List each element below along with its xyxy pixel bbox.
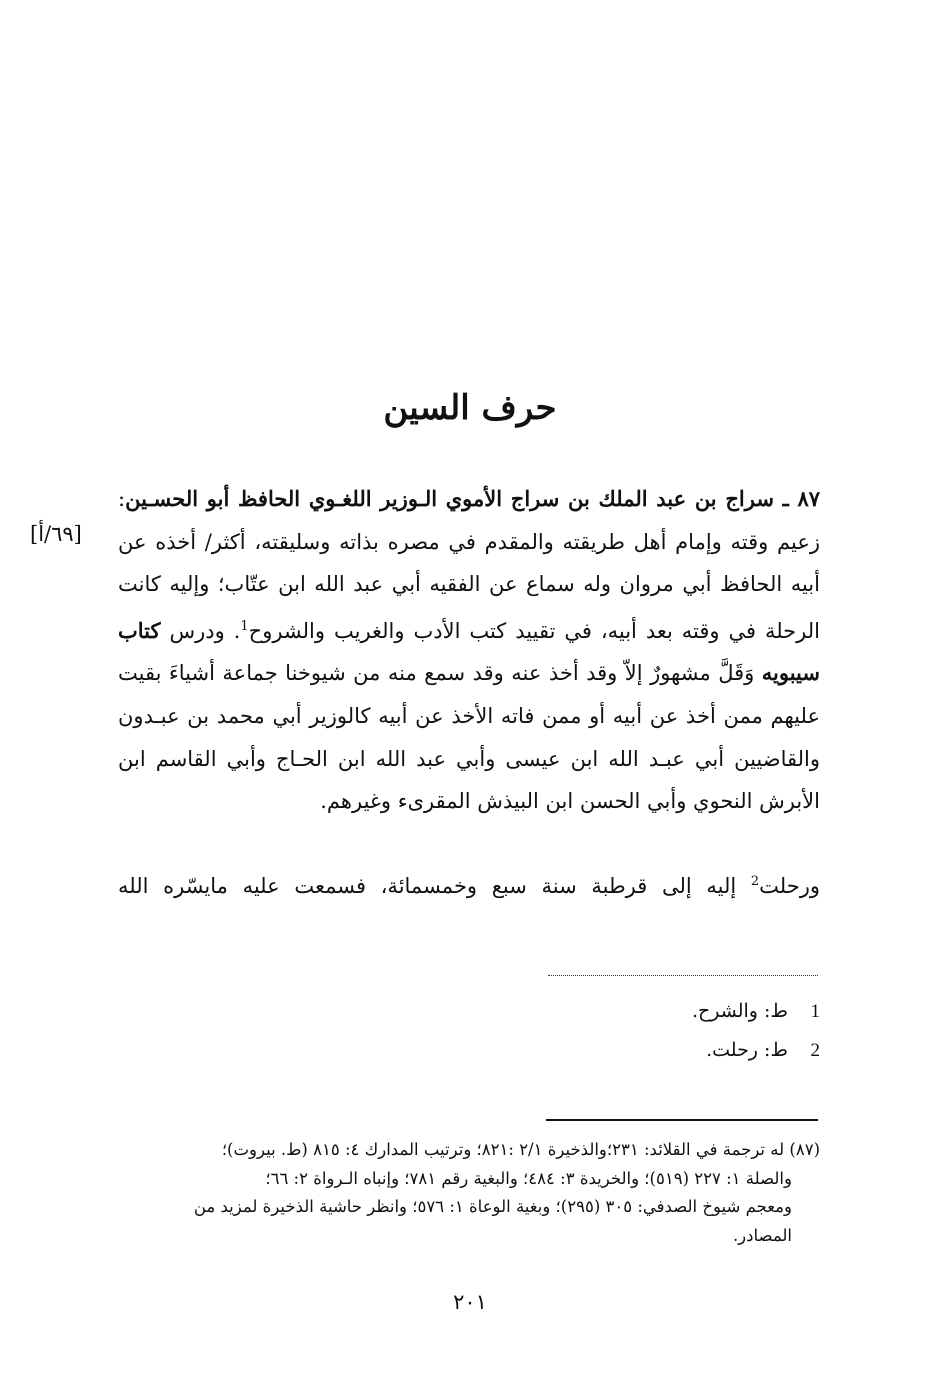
continuation-before: ورحلت [759,874,820,898]
footnote-item [500,1031,820,1070]
entry-paragraph [118,478,820,823]
book-title: كتاب سيبويه [118,617,820,686]
footnote-text: ط: رحلت. [706,1039,788,1061]
sources-line: ومعجم شيوخ الصدفي: ٣٠٥ (٢٩٥)؛ وبغية الوعاة ١: ٥٧٦؛ وانظر حاشية الذخيرة لمزيد من [193,1197,792,1216]
footnotes [500,992,820,1070]
sources-separator [546,1119,818,1121]
sources-line: (٨٧) له ترجمة في القلائد: ٢٣١؛والذخيرة ٢/١ :٨٢١؛ وترتيب المدارك ٤: ٨١٥ (ط. بيروت)؛ [221,1140,820,1159]
sources-note [118,1136,820,1250]
page-number: ٢٠١ [453,1290,487,1314]
continuation-line [118,874,820,898]
sources-line: والصلة ١: ٢٢٧ (٥١٩)؛ والخريدة ٣: ٤٨٤؛ والبغية رقم ٧٨١؛ وإنباه الـرواة ٢: ٦٦؛ [265,1168,792,1188]
entry-text-part-3: وَقَلَّ مشهورٌ إلاّ وقد أخذ عنه وقد سمع منه من شيوخنا جماعة أشياءَ بقيت عليهم ممن أخذ عن أبيه أو ممن فاته الأخذ عن أبيه كالوزير أبي محمد بن عبـدون والقاضيين أبي عبـد الله ابن عيسى وأبي عبد الله ابن الحـاج وأبي القاسم ابن الأبرش النحوي وأبي الحسن ابن البيذش المقرىء وغيرهم. [118,661,820,814]
footnote-mark-1: 1 [240,618,249,634]
entry-title: ٨٧ ـ سراج بن عبد الملك بن سراج الأموي الـوزير اللغـوي الحافظ أبو الحسـين [125,486,820,511]
footnote-text: ط: والشرح. [692,1000,788,1022]
footnote-separator [548,975,818,976]
footnote-item [500,992,820,1031]
footnote-mark-2: 2 [750,874,760,889]
footnote-number: 1 [810,1001,820,1022]
footnote-number: 2 [810,1040,820,1061]
sources-line: المصادر. [732,1225,792,1245]
folio-marker: [٦٩/أ] [30,522,82,546]
entry-text-part-2: . ودرس [169,618,241,643]
entry-text-part-1: : زعيم وقته وإمام أهل طريقته والمقدم في مصره بذاته وسليقته، أكثر/ أخذه عن أبيه الحافظ أبي مروان وله سماع عن الفقيه أبي عبد الله ابن عتّاب؛ وإليه كانت الرحلة في وقته بعد أبيه، في تقييد كتب الأدب والغريب والشروح [118,487,820,643]
chapter-heading: حرف السين [383,388,557,428]
continuation-after: إليه إلى قرطبة سنة سبع وخمسمائة، فسمعت عليه مايسّره الله [118,874,737,898]
